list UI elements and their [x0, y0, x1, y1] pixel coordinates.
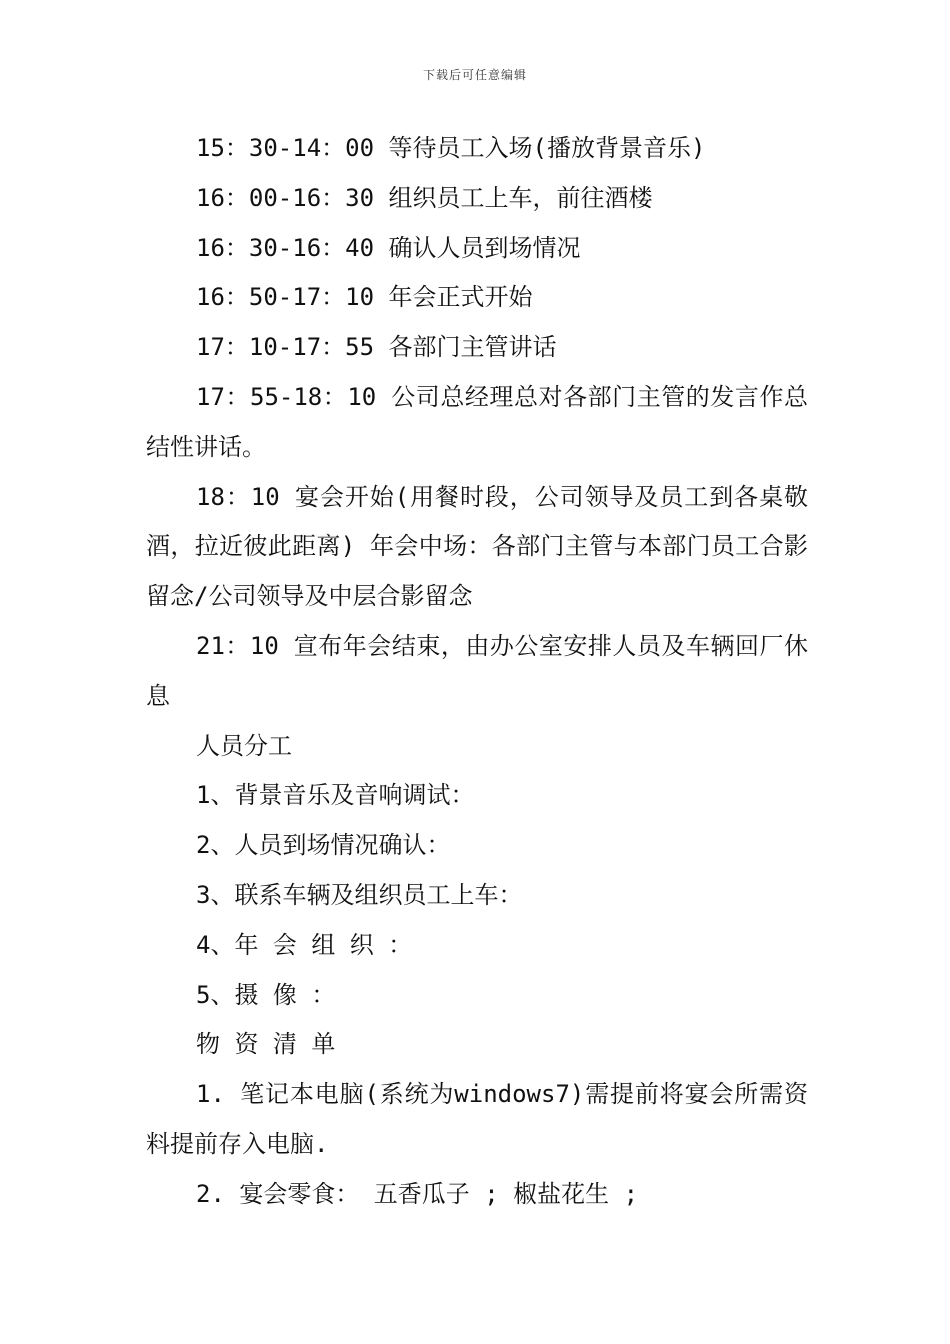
- schedule-line: 17：55-18：10 公司总经理总对各部门主管的发言作总结性讲话。: [146, 382, 808, 461]
- section-heading-staffing: 人员分工: [196, 731, 292, 760]
- schedule-line: 17：10-17：55 各部门主管讲话: [196, 333, 557, 362]
- schedule-line: 16：00-16：30 组织员工上车，前往酒楼: [196, 183, 653, 212]
- staffing-item: 2、人员到场情况确认：: [196, 831, 451, 860]
- schedule-line: 16：50-17：10 年会正式开始: [196, 283, 533, 312]
- staffing-item: 5、摄 像 ：: [196, 980, 336, 1009]
- schedule-line: 16：30-16：40 确认人员到场情况: [196, 233, 581, 262]
- materials-item: 1. 笔记本电脑(系统为windows7)需提前将宴会所需资料提前存入电脑.: [146, 1080, 808, 1158]
- section-heading-materials: 物 资 清 单: [196, 1030, 336, 1059]
- staffing-item: 1、背景音乐及音响调试：: [196, 781, 475, 810]
- materials-item: 2. 宴会零食： 五香瓜子 ; 椒盐花生 ;: [196, 1179, 639, 1208]
- staffing-item: 3、联系车辆及组织员工上车：: [196, 880, 523, 909]
- staffing-item: 4、年 会 组 织 ：: [196, 930, 413, 959]
- schedule-line: 21：10 宣布年会结束，由办公室安排人员及车辆回厂休息: [146, 631, 808, 710]
- schedule-line: 15：30-14：00 等待员工入场(播放背景音乐): [196, 134, 706, 162]
- page-header: 下载后可任意编辑: [422, 68, 527, 82]
- schedule-line: 18：10 宴会开始(用餐时段，公司领导及员工到各桌敬酒，拉近彼此距离) 年会中场：各部门主管与本部门员工合影留念/公司领导及中层合影留念: [146, 482, 808, 611]
- document-body: [146, 124, 808, 1220]
